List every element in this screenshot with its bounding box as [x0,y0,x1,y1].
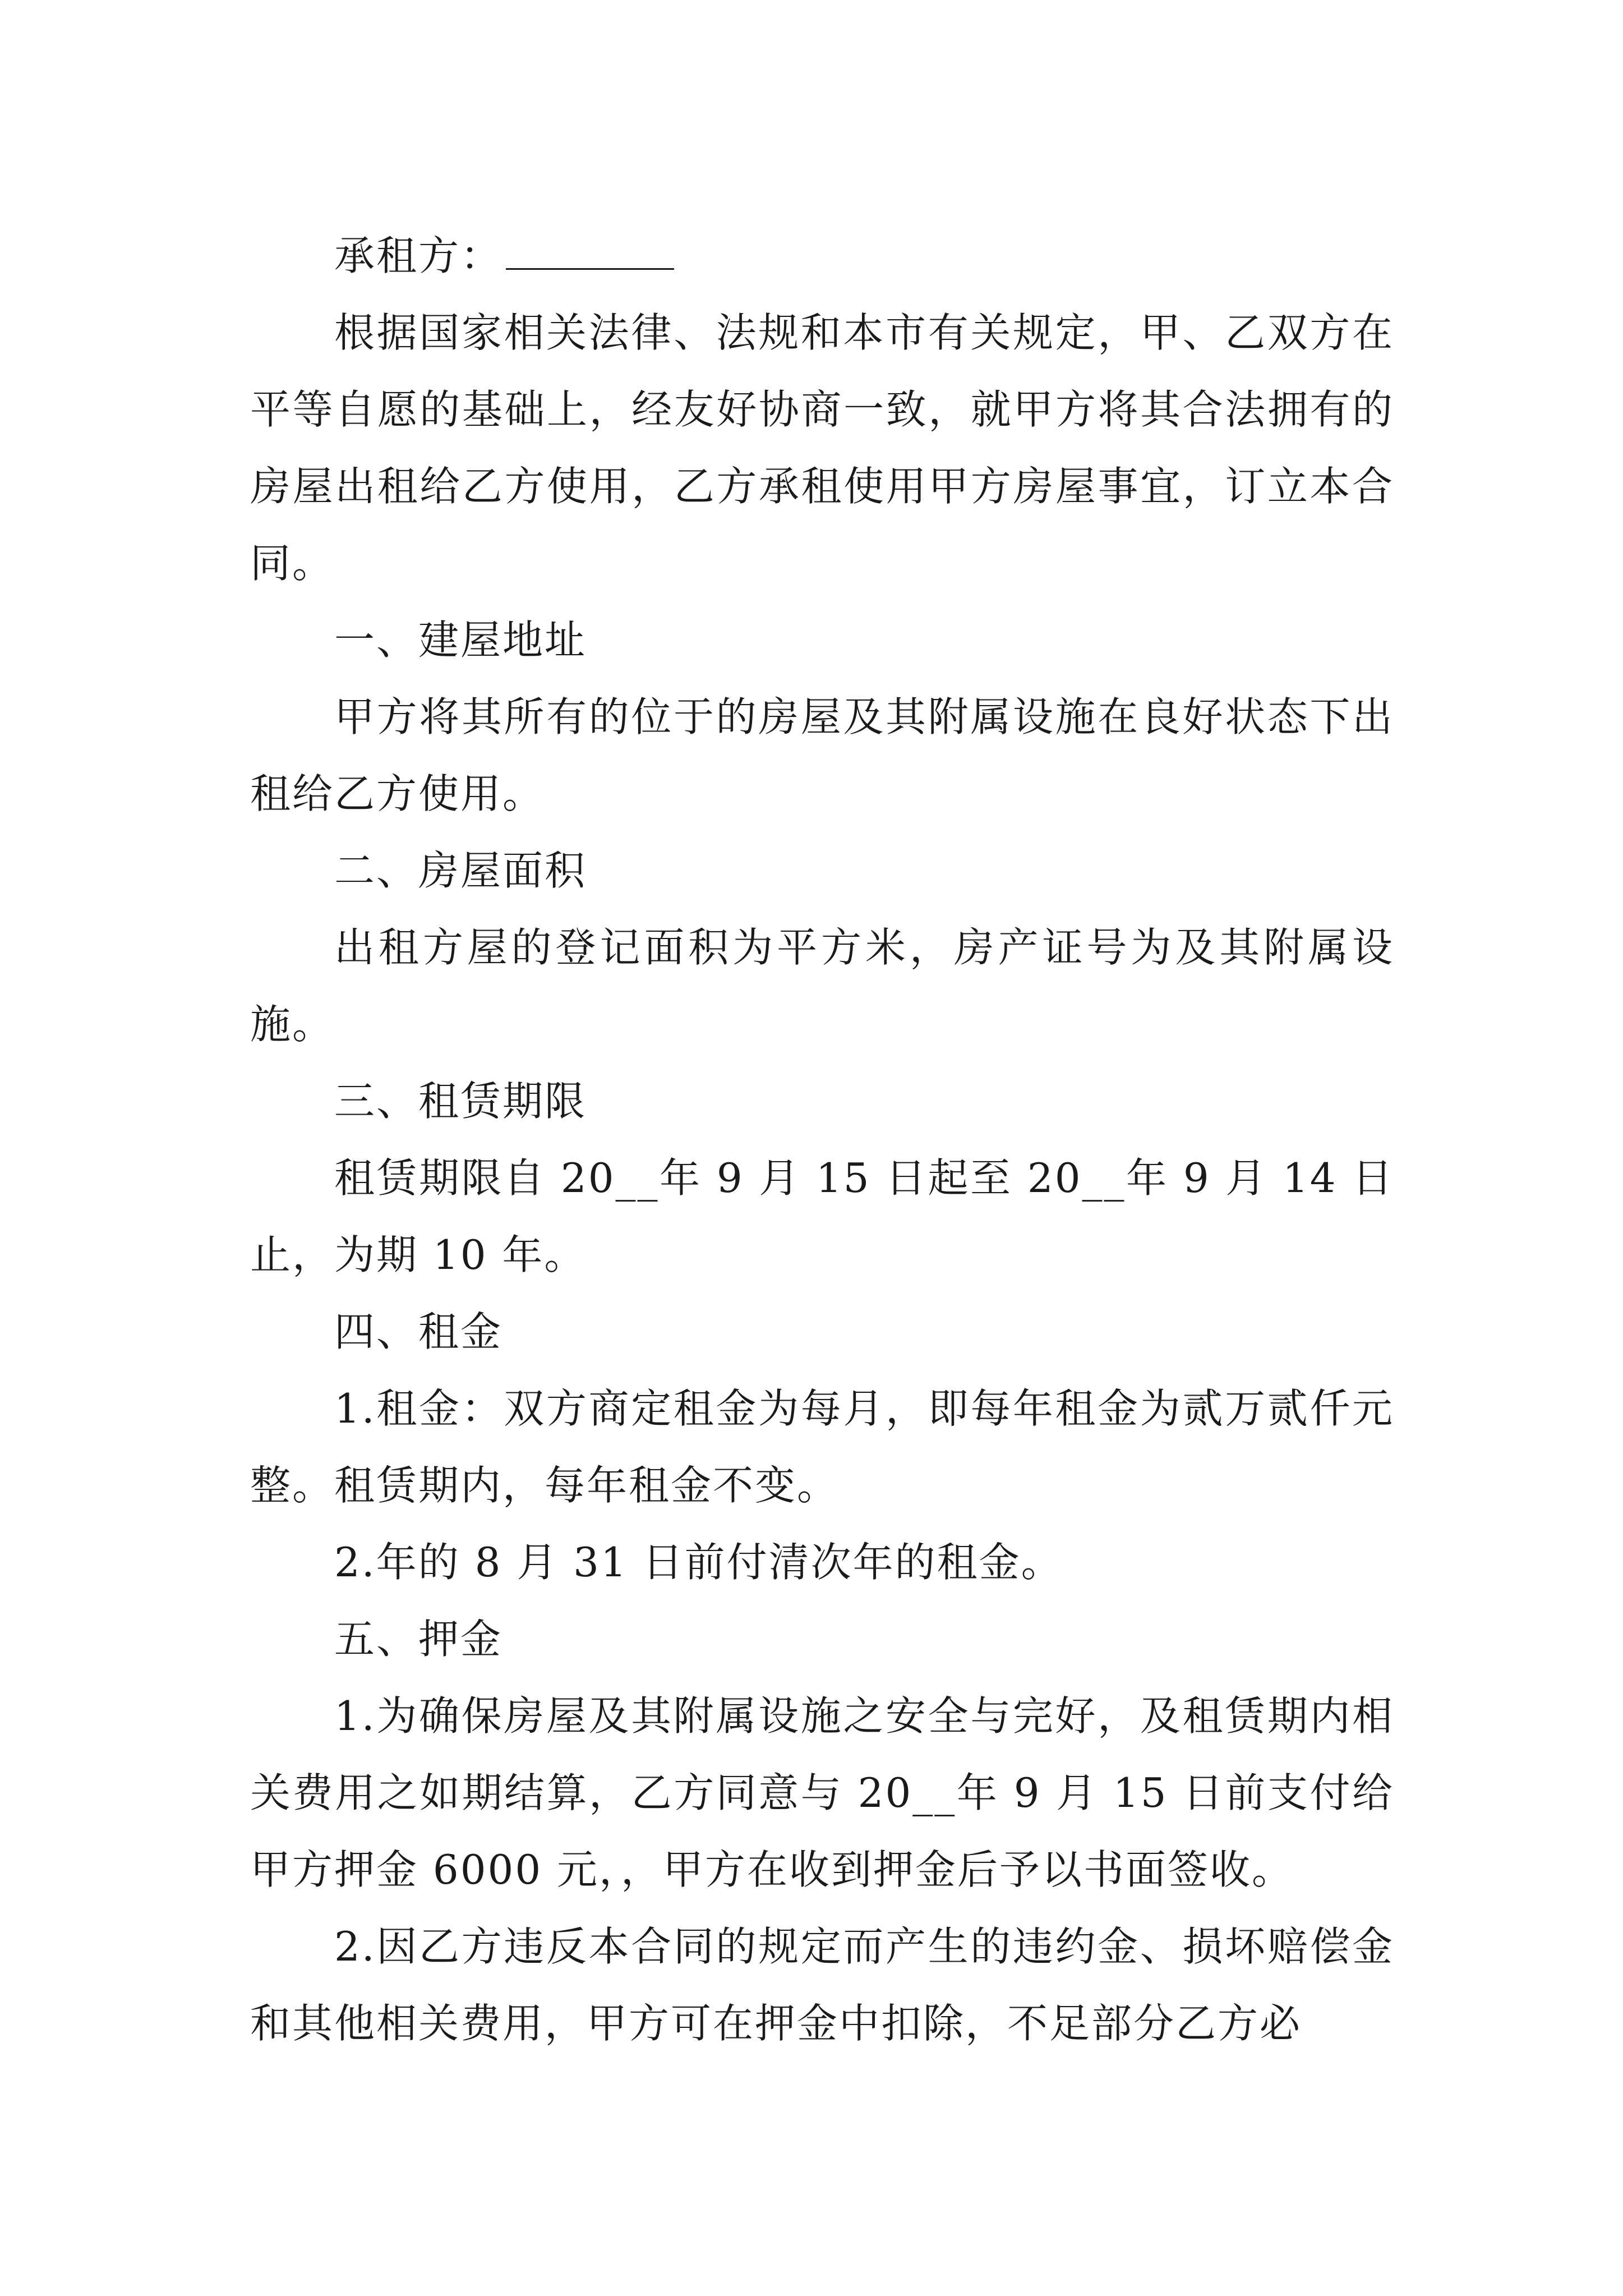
section-heading-rent: 四、租金 [334,1308,503,1355]
document-body [250,218,1394,2062]
lessee-line [250,218,1394,295]
section-heading-term: 三、租赁期限 [334,1078,587,1125]
section-heading-address: 一、建屋地址 [334,616,587,664]
term-paragraph: 租赁期限自 20__年 9 月 15 日起至 20__年 9 月 14 日止，为期 10 年。 [250,1154,1394,1278]
address-paragraph: 甲方将其所有的位于的房屋及其附属设施在良好状态下出租给乙方使用。 [250,693,1394,817]
lessee-label: 承租方： [334,232,503,279]
section-heading-deposit: 五、押金 [334,1616,503,1663]
area-paragraph: 出租方屋的登记面积为平方米，房产证号为及其附属设施。 [250,924,1394,1048]
deposit-item-1: 1.为确保房屋及其附属设施之安全与完好，及租赁期内相关费用之如期结算，乙方同意与 20__年 9 月 15 日前支付给甲方押金 6000 元，，甲方在收到押金后予以书面签收。 [250,1692,1394,1893]
rent-item-2: 2.年的 8 月 31 日前付清次年的租金。 [334,1539,1063,1586]
lessee-blank [506,232,674,270]
section-heading-area: 二、房屋面积 [334,847,587,894]
preamble-paragraph: 根据国家相关法律、法规和本市有关规定，甲、乙双方在平等自愿的基础上，经友好协商一致，就甲方将其合法拥有的房屋出租给乙方使用，乙方承租使用甲方房屋事宜，订立本合同。 [250,309,1394,587]
deposit-item-2: 2.因乙方违反本合同的规定而产生的违约金、损坏赔偿金和其他相关费用，甲方可在押金中扣除，不足部分乙方必 [250,1923,1394,2047]
rent-item-1: 1.租金：双方商定租金为每月，即每年租金为贰万贰仟元整。租赁期内，每年租金不变。 [250,1385,1394,1509]
